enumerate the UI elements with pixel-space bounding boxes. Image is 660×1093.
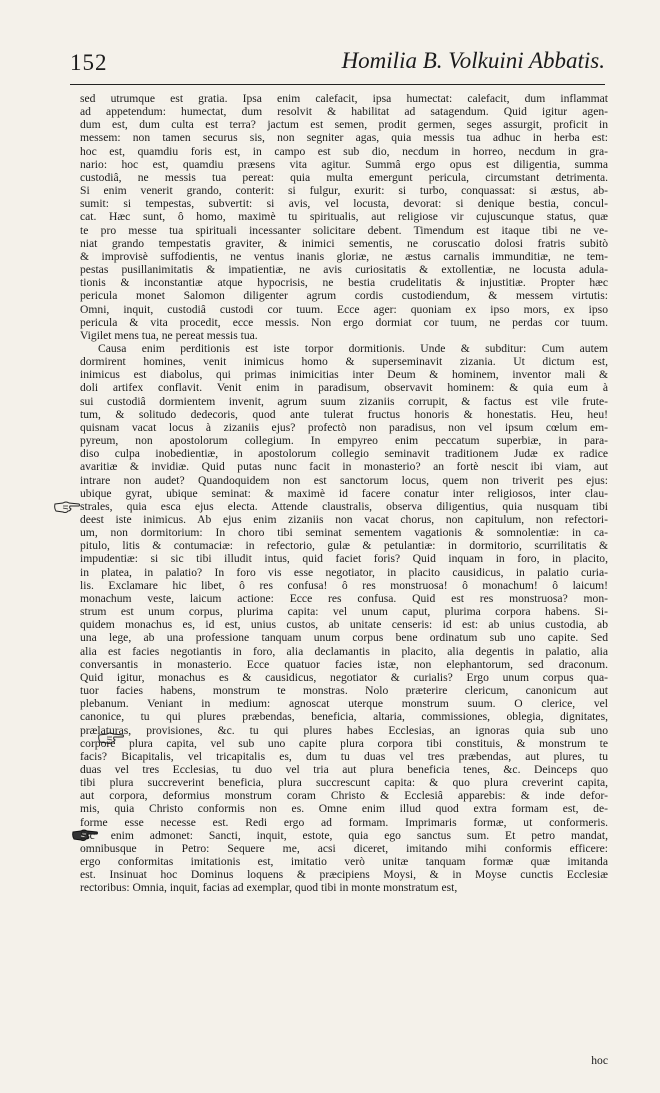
text-line: aut corpora, deformius monstrum coram Christo & Ecclesiâ apparebis: & inde defor-	[80, 789, 608, 803]
text-line: niat grando tempestatis graviter, & inimici sementis, ne coruscatio dolosi fratris subitò	[80, 236, 608, 250]
text-line: sed utrumque est gratia. Ipsa enim calefacit, ipsa humectat: calefacit, dum inflammat	[80, 92, 608, 105]
text-line: impudentiæ: si sic tibi illudit intus, quid faciet foris? Quid inquam in foro, in placito,	[80, 552, 608, 566]
text-line: corpore plura capita, vel sub uno capite plura corpora tibi constituis, & monstrum te	[80, 736, 608, 750]
text-line: facis? Bicapitalis, vel tricapitalis es, dum tu duas vel tres præbendas, aut plures, tu	[80, 749, 608, 763]
text-line: lis. Exclamare hic libet, ô res confusa! ô res monstruosa! ô monachum! ô laicum!	[80, 578, 608, 592]
page-header	[70, 44, 605, 78]
text-line: mis, quia Christo conformis non es. Omne enim illud quod extra formam est, de-	[80, 802, 608, 816]
text-line: nario: hoc est, quamdiu præsens vita agitur. Summâ ergo opus est diligentia, summa	[80, 157, 608, 171]
pointing-hand-icon	[54, 500, 80, 514]
text-line: doli artifex conflavit. Venit enim in paradisum, observavit hominem: & quia eum à	[80, 381, 608, 395]
text-line: pericula monet Salomon diligenter agrum cordis custodiendum, & messem virtutis:	[80, 289, 608, 303]
running-title: Homilia B. Volkuini Abbatis.	[341, 48, 605, 73]
text-line: pitulo, litis & contumaciæ: in refectorio, gulæ & petulantiæ: in dormitorio, scurrilitatis &	[80, 539, 608, 553]
text-line: quidem monachus es, id est, unius custos, ab unitate censeris: id est: ab unius custodia, ab	[80, 618, 608, 632]
text-line: ergo conformitas imitationis est, imitatio verò unitæ tanquam formæ quæ imitanda	[80, 855, 608, 869]
text-line: messem: non tamen securus sis, non segniter agas, quia messis tua adhuc in herba est:	[80, 131, 608, 145]
header-rule	[70, 84, 605, 85]
text-line: una lege, ab una professione tanquam unum corpus bene ordinatum sub uno capite. Sed	[80, 631, 608, 645]
text-line: Sic enim admonet: Sancti, inquit, estote, quia ego sanctus sum. Et petro mandat,	[80, 828, 608, 842]
text-line: ad appetendum: humectat, dum resolvit & habilitat ad satagendum. Quid igitur agen-	[80, 105, 608, 119]
text-line: strum est unum corpus, plurima capita: vel unum caput, plurima corpora habens. Si-	[80, 605, 608, 619]
text-line: tionis & inconstantiæ atque hypocrisis, ne bestia crudelitatis & injustitiæ. Propter hæc	[80, 276, 608, 290]
text-line: Si enim venerit grando, conterit: si fulgur, exurit: si turbo, conquassat: si æstus, ab-	[80, 184, 608, 198]
text-line: rectoribus: Omnia, inquit, facias ad exemplar, quod tibi in monte monstratum est,	[80, 881, 458, 895]
text-line: dormirent homines, venit inimicus homo & superseminavit zizania. Ut dictum est,	[80, 355, 608, 369]
text-line: omnibusque in Petro: Sequere me, acsi diceret, imitando mihi conformis efficere:	[80, 841, 608, 855]
text-line: & improvisè suffodientis, ne ventus inanis gloriæ, ne æstus carnalis immunditiæ, ne tem-	[80, 249, 608, 263]
text-line: deest iste inimicus. Ab ejus enim zizaniis non vacat chorus, non capitulum, non refectori-	[80, 513, 608, 526]
text-line: pestas pusillanimitatis & impatientiæ, ne avis curiositatis & extollentiæ, ne locusta adula-	[80, 263, 608, 277]
text-line: canonice, tu qui plures præbendas, beneficia, altaria, commissiones, oblegia, dignitates,	[80, 710, 608, 724]
text-line: inimicus est diabolus, qui primas inimicitias inter Deum & hominem, inventor mali &	[80, 368, 608, 382]
text-line: conversantis in monasterio. Ecce quatuor facies istæ, non elephantorum, sed draconum.	[80, 657, 608, 671]
text-line: Causa enim perditionis est iste torpor dormitionis. Unde & subditur: Cum autem	[98, 341, 608, 355]
text-line: hoc est, quamdiu foris est, in campo est sub dio, necdum in horreo, necdum in gra-	[80, 144, 608, 158]
text-line: in platea, in palatio? In foro vis esse negotiator, in placito causidicus, in palatio curia-	[80, 565, 608, 579]
text-line: tibi plura succreverint beneficia, plura succrescunt capita: & quo plura creverint capita,	[80, 776, 608, 790]
text-line: duas vel tres Ecclesias, tu duo vel tria aut plura beneficia tenes, &c. Deinceps quo	[80, 762, 608, 776]
text-line: pyreum, non apostolorum collegium. In empyreo enim peccatum superbiæ, in para-	[80, 434, 608, 448]
text-line: quisnam vacat locus à zizaniis ejus? profectò non paradisus, non vel ipsum cœlum em-	[80, 420, 608, 434]
text-line: prælaturas, provisiones, &c. tu qui plures habes Ecclesias, an ignoras quia sub uno	[80, 723, 608, 737]
text-line: tuor facies habens, monstrum te monstras. Nolo præterire clericum, canonicum aut	[80, 684, 608, 698]
text-line: pericula & vita procedit, ecce messis. Non ergo dormiat cor tuum, ne perdas cor tuum.	[80, 315, 608, 329]
page-number: 152	[70, 50, 108, 75]
text-line: cat. Hæc sunt, ô homo, maximè tu spiritualis, aut religiose vir cujuscunque status, quæ	[80, 210, 608, 224]
text-line: Vigilet mens tua, ne pereat messis tua.	[80, 328, 258, 342]
text-line: dum est, dum culta est terra? jactum est semen, prodit germen, seges assurgit, proficit in	[80, 118, 608, 132]
text-line: plebanum. Veniant in medium: agnoscat uterque monstrum suum. O clerice, vel	[80, 697, 608, 711]
text-line: Omni, inquit, custodiâ custodi cor tuum. Ecce ager: quoniam ex ipso mors, ex ipso	[80, 302, 608, 316]
text-line: tum, & solitudo dedecoris, quod ante tulerat fructus honoris & honestatis. Heu, heu!	[80, 407, 608, 421]
text-line: diso culpa inobedientiæ, in apostolorum collegio seminavit traditionem Judæ ex radice	[80, 447, 608, 461]
body-text	[80, 92, 608, 895]
text-line: te pro messe tua spirituali incessanter solicitare debent. Timendum est itaque tibi ne ve-	[80, 223, 608, 237]
text-line: sumit: si tempestas, subvertit: si avis, vel locusta, devorat: si denique bestia, concul-	[80, 197, 608, 211]
text-line: avaritiæ & invidiæ. Quid putas nunc facit in monasterio? an fortè nescit ibi viam, aut	[80, 460, 608, 474]
text-line: intrare non audet? Quandoquidem non est sanctorum locus, quem non triverit pes ejus:	[80, 473, 608, 487]
text-line: ubique gyrat, ubique seminat: & maximè id facere conatur inter religiosos, inter clau-	[80, 486, 608, 500]
text-line: Quid igitur, monachus es & causidicus, negotiator & curialis? Ergo unum corpus qua-	[80, 670, 608, 684]
text-line: sui custodiâ dormientem invenit, agrum suum zizaniis corrupit, & factus est vile frute-	[80, 394, 608, 408]
text-line: monachum veste, laicum actione: Ecce res confusa. Quid est res monstruosa? mon-	[80, 591, 608, 605]
text-line: um, non dormitorium: In choro tibi seminat sementem vagationis & somnolentiæ: in ca-	[80, 526, 608, 540]
text-line: custodiâ, ne messis tua pereat: quia multa emergunt pericula, circumstant detrimenta.	[80, 170, 608, 184]
catchword: hoc	[591, 1054, 608, 1067]
text-line: forme esse necesse est. Redi ergo ad formam. Imprimaris formæ, ut conformeris.	[80, 815, 608, 829]
text-line: alia est facies negotiantis in foro, alia declamantis in placito, alia degentis in palatio, alia	[80, 644, 608, 658]
text-line: strales, quia esca ejus electa. Attende claustralis, observa diligentius, quia nusquam tibi	[80, 499, 608, 513]
text-line: est. Insinuat hoc Dominus loquens & præcipiens Moysi, & in Moyse cunctis Ecclesiæ	[80, 868, 608, 882]
